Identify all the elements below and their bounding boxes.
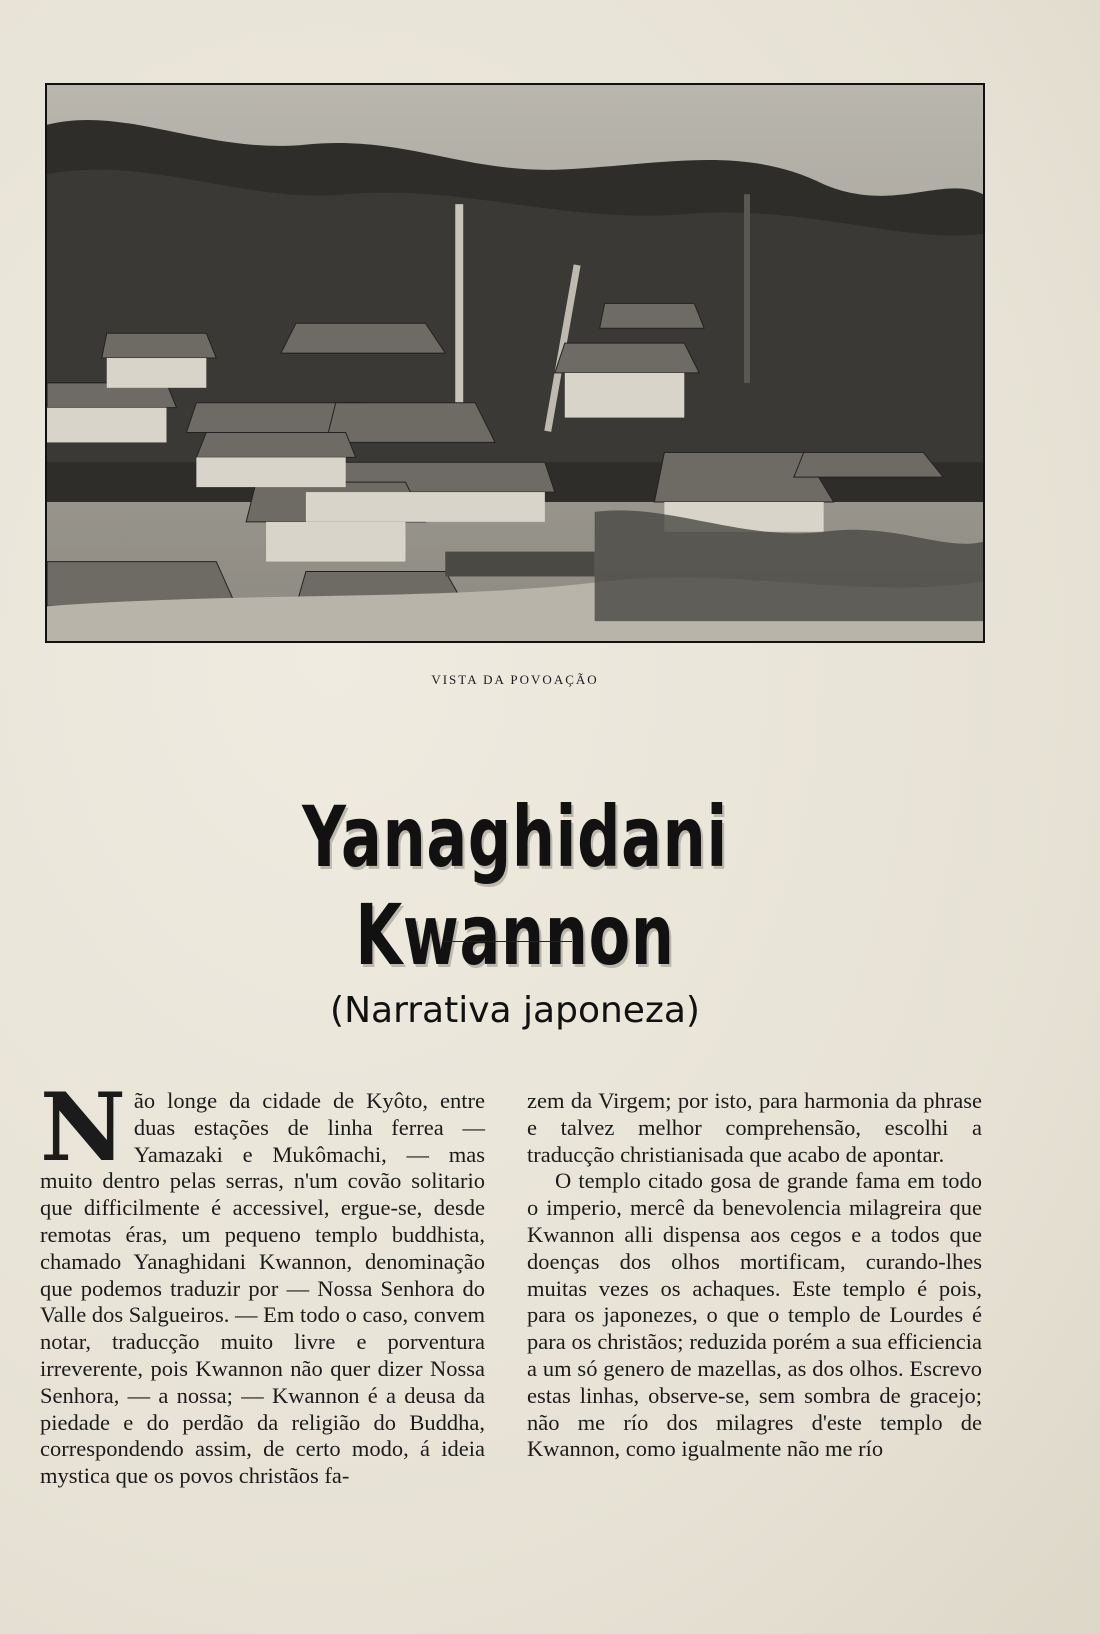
paragraph-continued: zem da Virgem; por isto, para harmonia da phrase e talvez melhor comprehensão, escolhi a traducção christianisada que acabo de apontar. [527,1088,982,1167]
drop-cap: N [40,1073,126,1183]
article-title: Yanaghidani Kwannon [302,788,728,984]
text-column-left [40,1073,485,1490]
village-photo-illustration [47,85,983,641]
paragraph-temple: O templo citado gosa de grande fama em todo o imperio, mercê da benevolencia milagreira que Kwannon alli dispensa aos cegos e a todos que doenças dos olhos mortificam, curando-lhes muitas vezes os achaques. Este templo é pois, para os japonezes, o que o templo de Lourdes é para os christãos; reduzida porém a sua efficiencia a um só genero de mazellas, as dos olhos. Escrevo estas linhas, observe-se, sem sombra de gracejo; não me río dos milagres d'este templo de Kwannon, como igualmente não me río [527,1168,982,1462]
article-subtitle: (Narrativa japoneza) [330,990,700,1031]
left-column-text: ão longe da cidade de Kyôto, entre duas estações de linha ferrea — Yamazaki e Mukômachi, — mas muito dentro pelas serras, n'um covão solitario que difficilmente é accessivel, ergue-se, desde remotas éras, um pequeno templo buddhista, chamado Yanaghidani Kwannon, denominação que podemos traduzir por — Nossa Senhora do Valle dos Salgueiros. — Em todo o caso, convem notar, traducção muito livre e porventura irreverente, pois Kwannon não quer dizer Nossa Senhora, — a nossa; — Kwannon é a deusa da piedade e do perdão da religião do Buddha, correspondendo assim, de certo modo, á ideia mystica que os povos christãos fa- [40,1088,485,1489]
village-photograph [45,83,985,643]
title-divider [444,941,572,942]
figure-caption: VISTA DA POVOAÇÃO [431,672,599,687]
text-column-right [527,1088,982,1463]
opening-paragraph [40,1073,485,1490]
